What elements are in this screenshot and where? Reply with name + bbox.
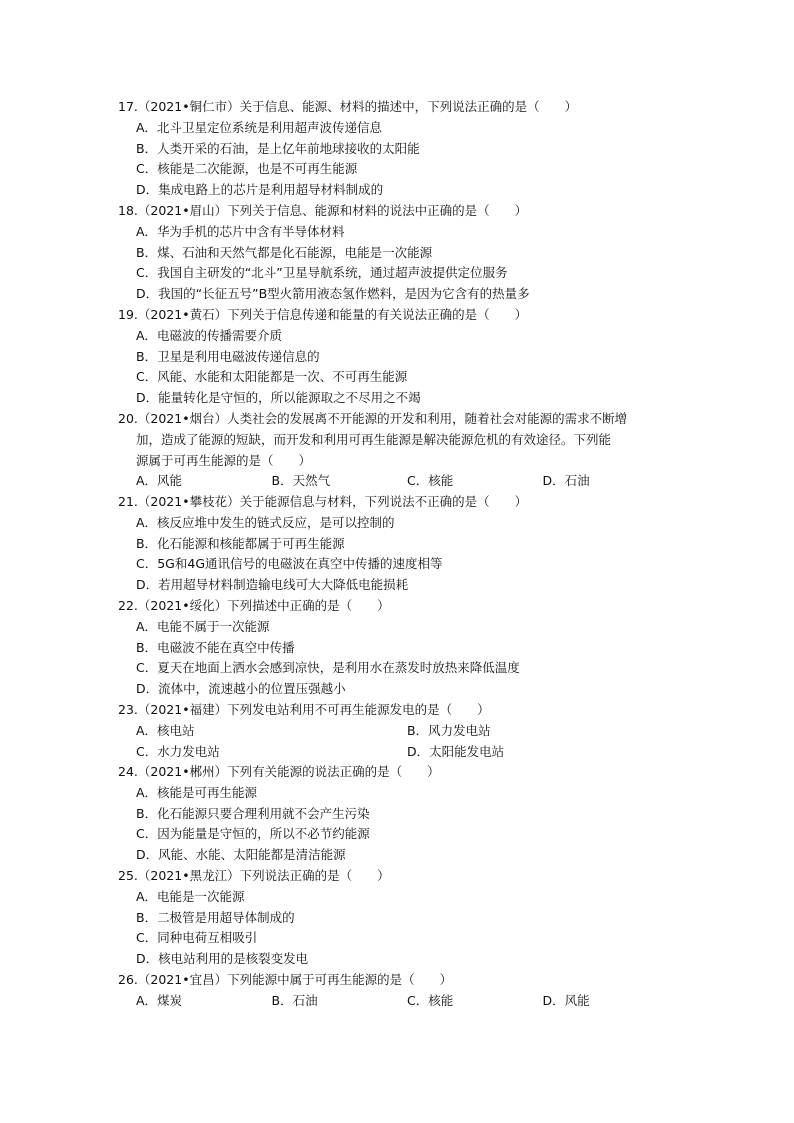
option-a: A．电磁波的传播需要介质 [136,327,283,343]
options-row [118,721,678,742]
option-d: D．流体中，流速越小的位置压强越小 [136,681,346,697]
option-b: B．化石能源和核能都属于可再生能源 [136,535,345,551]
option-a: A．北斗卫星定位系统是利用超声波传递信息 [136,119,383,135]
option-c: C．因为能量是守恒的，所以不必节约能源 [136,826,370,842]
option-b: B．风力发电站 [407,722,491,738]
question-stem: 22.（2021•绥化）下列描述中正确的是（ ） [118,598,390,613]
option-a: A．电能不属于一次能源 [136,618,270,634]
option-a: A．华为手机的芯片中含有半导体材料 [136,223,345,239]
option-c: C．我国自主研发的“北斗”卫星导航系统，通过超声波提供定位服务 [136,265,508,281]
option-b: B．化石能源只要合理利用就不会产生污染 [136,805,370,821]
question-21 [118,492,678,596]
option-b: B．石油 [271,992,318,1008]
option-c: C．核能 [407,473,454,489]
option-b: B．人类开采的石油，是上亿年前地球接收的太阳能 [136,140,420,156]
question-20 [118,409,678,492]
question-stem: 17.（2021•铜仁市）关于信息、能源、材料的描述中，下列说法正确的是（ ） [118,99,578,114]
option-c: C．核能是二次能源，也是不可再生能源 [136,161,358,177]
option-d: D．若用超导材料制造输电线可大大降低电能损耗 [136,577,409,593]
option-a: A．核反应堆中发生的链式反应，是可以控制的 [136,514,395,530]
option-c: C．5G和4G通讯信号的电磁波在真空中传播的速度相等 [136,556,443,572]
option-c: C．核能 [407,992,454,1008]
option-d: D．风能 [542,992,590,1008]
option-c: C．水力发电站 [136,743,220,759]
option-d: D．风能、水能、太阳能都是清洁能源 [136,847,346,863]
question-stem-continued: 源属于可再生能源的是（ ） [136,452,312,468]
options-row [118,991,678,1012]
option-c: C．夏天在地面上洒水会感到凉快，是利用水在蒸发时放热来降低温度 [136,660,520,676]
option-d: D．核电站利用的是核裂变发电 [136,951,309,967]
option-a: A．核能是可再生能源 [136,784,258,800]
option-d: D．石油 [542,473,590,489]
question-stem: 23.（2021•福建）下列发电站利用不可再生能源发电的是（ ） [118,702,490,717]
option-d: D．太阳能发电站 [407,743,505,759]
question-25 [118,866,678,970]
option-a: A．风能 [136,473,183,489]
question-18 [118,201,678,305]
option-d: D．集成电路上的芯片是利用超导材料制成的 [136,182,384,198]
question-23 [118,700,678,762]
option-d: D．能量转化是守恒的，所以能源取之不尽用之不竭 [136,390,421,406]
option-c: C．同种电荷互相吸引 [136,930,258,946]
question-stem: 21.（2021•攀枝花）关于能源信息与材料，下列说法不正确的是（ ） [118,494,528,509]
question-stem: 19.（2021•黄石）下列关于信息传递和能量的有关说法正确的是（ ） [118,307,528,322]
question-stem: 26.（2021•宜昌）下列能源中属于可再生能源的是（ ） [118,972,453,987]
option-d: D．我国的“长征五号”B型火箭用液态氢作燃料，是因为它含有的热量多 [136,286,530,302]
question-26 [118,970,678,1012]
option-a: A．核电站 [136,722,195,738]
option-b: B．电磁波不能在真空中传播 [136,639,295,655]
option-b: B．天然气 [271,473,331,489]
option-c: C．风能、水能和太阳能都是一次、不可再生能源 [136,369,408,385]
options-row [118,471,678,492]
option-b: B．二极管是用超导体制成的 [136,909,295,925]
question-24 [118,762,678,866]
question-stem-continued: 加，造成了能源的短缺，而开发和利用可再生能源是解决能源危机的有效途径。下列能 [136,431,612,447]
question-stem: 24.（2021•郴州）下列有关能源的说法正确的是（ ） [118,764,440,779]
question-17 [118,97,678,201]
question-19 [118,305,678,409]
question-22 [118,596,678,700]
option-a: A．煤炭 [136,992,183,1008]
option-a: A．电能是一次能源 [136,888,245,904]
question-stem: 20.（2021•烟台）人类社会的发展离不开能源的开发和利用，随着社会对能源的需求不断增 [118,411,628,426]
question-stem: 25.（2021•黑龙江）下列说法正确的是（ ） [118,868,390,883]
option-b: B．卫星是利用电磁波传递信息的 [136,348,320,364]
question-stem: 18.（2021•眉山）下列关于信息、能源和材料的说法中正确的是（ ） [118,203,528,218]
option-b: B．煤、石油和天然气都是化石能源，电能是一次能源 [136,244,433,260]
options-row [118,742,678,763]
